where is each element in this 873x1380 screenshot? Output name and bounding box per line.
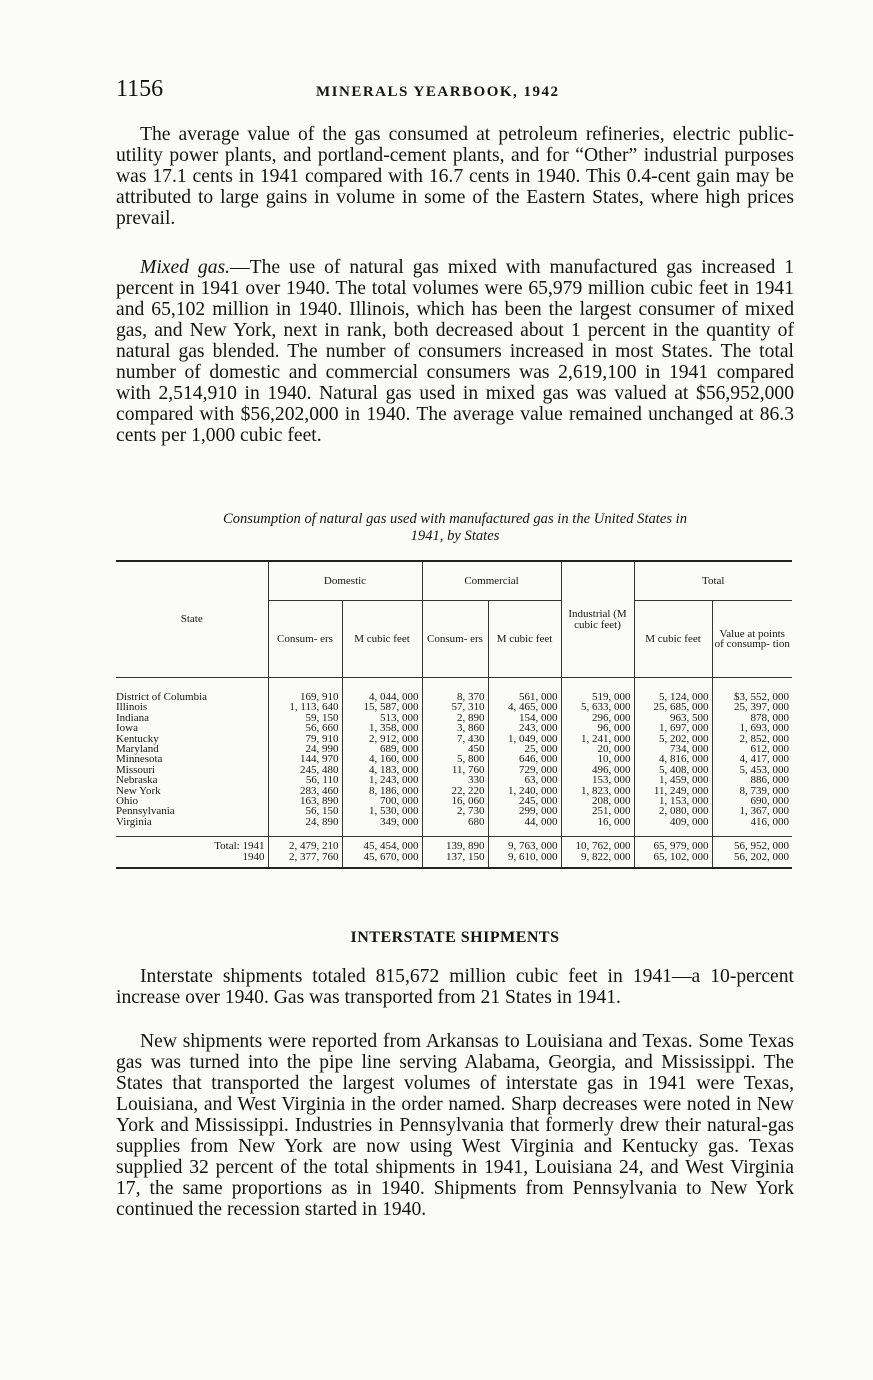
caption-line-2: 1941, by States (410, 528, 500, 544)
total-row (116, 852, 792, 868)
cell-tot-val: 2, 852, 000 (712, 734, 792, 744)
state-name-cell: Maryland (116, 743, 159, 756)
cell-com-mcf: 4, 465, 000 (488, 702, 561, 712)
header-industrial: Industrial (M cubic feet) (561, 561, 634, 678)
cell-tot-mcf: 5, 124, 000 (634, 678, 712, 703)
cell-ind-mcf: 20, 000 (561, 744, 634, 754)
header-domestic-consumers: Consum- ers (268, 601, 342, 678)
cell-tot-mcf: 734, 000 (634, 744, 712, 754)
cell-dom-mcf: 700, 000 (342, 796, 422, 806)
state-name-cell: Pennsylvania (116, 805, 175, 818)
cell-com-mcf: 1, 049, 000 (488, 734, 561, 744)
cell-tot-mcf: 25, 685, 000 (634, 702, 712, 712)
paragraph-interstate-totals: Interstate shipments totaled 815,672 million cubic feet in 1941—a 10-percent increase over 1940. Gas was transported from 21 States in 1941. (116, 966, 794, 1008)
cell-dom-cons: 24, 990 (268, 744, 342, 754)
cell-tot-val: 878, 000 (712, 713, 792, 723)
cell-com-mcf: 154, 000 (488, 713, 561, 723)
cell-tot-val: 25, 397, 000 (712, 702, 792, 712)
total-row (116, 837, 792, 852)
cell-dom-mcf: 1, 243, 000 (342, 775, 422, 785)
cell-dom-cons: 56, 110 (268, 775, 342, 785)
total-cell-tot-mcf: 65, 979, 000 (634, 837, 712, 852)
paragraph-mixed-gas (116, 257, 794, 446)
cell-tot-mcf: 5, 202, 000 (634, 734, 712, 744)
cell-com-mcf: 245, 000 (488, 796, 561, 806)
cell-tot-val: 612, 000 (712, 744, 792, 754)
state-name-cell: Kentucky (116, 732, 159, 745)
table-row (116, 678, 792, 703)
total-label-cell: 1940 (242, 850, 265, 863)
paragraph-average-value: The average value of the gas consumed at petroleum refineries, electric public-utility power plants, and portland-cement plants, and for “Other” industrial purposes was 17.1 cents in 1941 compared with 16.7 cents in 1940. This 0.4-cent gain may be attributed to large gains in volume in some of the Eastern States, where high prices prevail. (116, 124, 794, 229)
cell-dom-mcf: 8, 186, 000 (342, 786, 422, 796)
total-cell-com-mcf: 9, 610, 000 (488, 852, 561, 868)
cell-tot-mcf: 963, 500 (634, 713, 712, 723)
cell-tot-val: 8, 739, 000 (712, 786, 792, 796)
total-cell-tot-mcf: 65, 102, 000 (634, 852, 712, 868)
cell-com-cons: 22, 220 (422, 786, 488, 796)
caption-line-1: Consumption of natural gas used with manufactured gas in the United States in (222, 511, 688, 527)
cell-ind-mcf: 5, 633, 000 (561, 702, 634, 712)
table-caption (116, 511, 794, 545)
total-cell-com-mcf: 9, 763, 000 (488, 837, 561, 852)
cell-tot-val: 416, 000 (712, 817, 792, 837)
cell-com-cons: 330 (422, 775, 488, 785)
cell-dom-cons: 1, 113, 640 (268, 702, 342, 712)
cell-dom-cons: 169, 910 (268, 678, 342, 703)
cell-dom-cons: 144, 970 (268, 754, 342, 764)
cell-dom-mcf: 2, 912, 000 (342, 734, 422, 744)
header-total-value: Value at points of consump- tion (712, 601, 792, 678)
header-commercial: Commercial (422, 561, 561, 601)
total-cell-com-cons: 139, 890 (422, 837, 488, 852)
cell-dom-mcf: 4, 183, 000 (342, 765, 422, 775)
cell-com-mcf: 1, 240, 000 (488, 786, 561, 796)
cell-com-cons: 7, 430 (422, 734, 488, 744)
state-name-cell: Nebraska (116, 774, 158, 787)
cell-com-mcf: 729, 000 (488, 765, 561, 775)
cell-dom-mcf: 1, 530, 000 (342, 806, 422, 816)
table-row (116, 817, 792, 837)
state-name-cell: Iowa (116, 722, 138, 735)
state-name-cell: District of Columbia (116, 691, 208, 703)
total-label-cell: Total: 1941 (116, 837, 268, 852)
cell-com-mcf: 646, 000 (488, 754, 561, 764)
cell-ind-mcf: 208, 000 (561, 796, 634, 806)
cell-tot-val: 886, 000 (712, 775, 792, 785)
cell-com-cons: 450 (422, 744, 488, 754)
total-cell-ind-mcf: 10, 762, 000 (561, 837, 634, 852)
cell-tot-val: 1, 367, 000 (712, 806, 792, 816)
cell-dom-mcf: 513, 000 (342, 713, 422, 723)
cell-tot-mcf: 4, 816, 000 (634, 754, 712, 764)
cell-ind-mcf: 296, 000 (561, 713, 634, 723)
section-heading-interstate-shipments: INTERSTATE SHIPMENTS (350, 929, 560, 946)
cell-ind-mcf: 16, 000 (561, 817, 634, 837)
cell-tot-val: 1, 693, 000 (712, 723, 792, 733)
header-commercial-mcf: M cubic feet (488, 601, 561, 678)
cell-dom-mcf: 1, 358, 000 (342, 723, 422, 733)
state-name-cell: New York (116, 784, 161, 797)
cell-tot-val: $3, 552, 000 (712, 678, 792, 703)
cell-ind-mcf: 1, 823, 000 (561, 786, 634, 796)
cell-dom-cons: 56, 150 (268, 806, 342, 816)
total-cell-dom-mcf: 45, 670, 000 (342, 852, 422, 868)
cell-tot-mcf: 5, 408, 000 (634, 765, 712, 775)
cell-dom-mcf: 15, 587, 000 (342, 702, 422, 712)
cell-com-cons: 11, 760 (422, 765, 488, 775)
cell-ind-mcf: 251, 000 (561, 806, 634, 816)
page-header (116, 76, 796, 108)
cell-ind-mcf: 153, 000 (561, 775, 634, 785)
state-name-cell: Virginia (116, 815, 152, 828)
cell-tot-val: 5, 453, 000 (712, 765, 792, 775)
running-head: MINERALS YEARBOOK, 1942 (316, 84, 560, 100)
cell-tot-mcf: 11, 249, 000 (634, 786, 712, 796)
state-name-cell: Minnesota (116, 753, 163, 766)
cell-tot-mcf: 2, 080, 000 (634, 806, 712, 816)
cell-com-cons: 57, 310 (422, 702, 488, 712)
total-cell-dom-mcf: 45, 454, 000 (342, 837, 422, 852)
state-name-cell: Missouri (116, 763, 156, 776)
cell-com-cons: 2, 890 (422, 713, 488, 723)
cell-tot-mcf: 1, 153, 000 (634, 796, 712, 806)
state-name-cell: Ohio (116, 795, 138, 808)
cell-com-cons: 16, 060 (422, 796, 488, 806)
paragraph-new-shipments: New shipments were reported from Arkansas to Louisiana and Texas. Some Texas gas was turned into the pipe line serving Alabama, Georgia, and Mississippi. The States that transported the largest volumes of interstate gas in 1941 were Texas, Louisiana, and West Virginia in the order named. Sharp decreases were noted in New York and Mississippi. Industries in Pennsylvania that formerly drew their natural-gas supplies from New York are now using West Virginia and Kentucky gas. Texas supplied 32 percent of the total shipments in 1941, Louisiana 24, and West Virginia 17, the same proportions as in 1940. Shipments from Pennsylvania to New York continued the recession started in 1940. (116, 1031, 794, 1220)
cell-com-mcf: 25, 000 (488, 744, 561, 754)
consumption-table (116, 560, 792, 869)
cell-com-cons: 2, 730 (422, 806, 488, 816)
cell-dom-cons: 283, 460 (268, 786, 342, 796)
cell-ind-mcf: 96, 000 (561, 723, 634, 733)
total-cell-dom-cons: 2, 377, 760 (268, 852, 342, 868)
cell-tot-val: 4, 417, 000 (712, 754, 792, 764)
header-total-mcf: M cubic feet (634, 601, 712, 678)
state-name-cell: Illinois (116, 701, 148, 714)
cell-ind-mcf: 1, 241, 000 (561, 734, 634, 744)
cell-dom-cons: 59, 150 (268, 713, 342, 723)
cell-dom-cons: 163, 890 (268, 796, 342, 806)
cell-tot-val: 690, 000 (712, 796, 792, 806)
mixed-gas-body: —The use of natural gas mixed with manufactured gas increased 1 percent in 1941 over 1940. The total volumes were 65,979 million cubic feet in 1941 and 65,102 million in 1940. Illinois, which has been the largest consumer of mixed gas, and New York, next in rank, both decreased about 1 percent in the quantity of natural gas blended. The number of consumers increased in most States. The total number of domestic and commercial consumers was 2,619,100 in 1941 compared with 2,514,910 in 1940. Natural gas used in mixed gas was valued at $56,952,000 compared with $56,202,000 in 1940. The average value remained unchanged at 86.3 cents per 1,000 cubic feet. (116, 257, 794, 446)
mixed-gas-lead: Mixed gas. (140, 257, 231, 278)
header-total: Total (634, 561, 792, 601)
page-number: 1156 (116, 76, 164, 102)
total-cell-ind-mcf: 9, 822, 000 (561, 852, 634, 868)
header-commercial-consumers: Consum- ers (422, 601, 488, 678)
cell-dom-cons: 56, 660 (268, 723, 342, 733)
cell-com-cons: 3, 860 (422, 723, 488, 733)
table-body (116, 678, 792, 869)
cell-dom-cons: 245, 480 (268, 765, 342, 775)
cell-com-mcf: 561, 000 (488, 678, 561, 703)
cell-ind-mcf: 496, 000 (561, 765, 634, 775)
cell-tot-mcf: 409, 000 (634, 817, 712, 837)
total-cell-com-cons: 137, 150 (422, 852, 488, 868)
cell-com-cons: 680 (422, 817, 488, 837)
cell-com-cons: 8, 370 (422, 678, 488, 703)
total-cell-tot-val: 56, 952, 000 (712, 837, 792, 852)
cell-com-mcf: 63, 000 (488, 775, 561, 785)
cell-dom-mcf: 689, 000 (342, 744, 422, 754)
state-name-cell: Indiana (116, 711, 149, 724)
cell-ind-mcf: 10, 000 (561, 754, 634, 764)
cell-com-mcf: 44, 000 (488, 817, 561, 837)
cell-tot-mcf: 1, 697, 000 (634, 723, 712, 733)
cell-com-mcf: 299, 000 (488, 806, 561, 816)
header-domestic: Domestic (268, 561, 422, 601)
total-cell-dom-cons: 2, 479, 210 (268, 837, 342, 852)
cell-dom-mcf: 4, 160, 000 (342, 754, 422, 764)
cell-tot-mcf: 1, 459, 000 (634, 775, 712, 785)
cell-dom-cons: 24, 890 (268, 817, 342, 837)
header-state: State (116, 561, 268, 678)
header-domestic-mcf: M cubic feet (342, 601, 422, 678)
cell-ind-mcf: 519, 000 (561, 678, 634, 703)
total-cell-tot-val: 56, 202, 000 (712, 852, 792, 868)
cell-dom-mcf: 349, 000 (342, 817, 422, 837)
cell-com-cons: 5, 800 (422, 754, 488, 764)
cell-dom-cons: 79, 910 (268, 734, 342, 744)
cell-dom-mcf: 4, 044, 000 (342, 678, 422, 703)
cell-com-mcf: 243, 000 (488, 723, 561, 733)
